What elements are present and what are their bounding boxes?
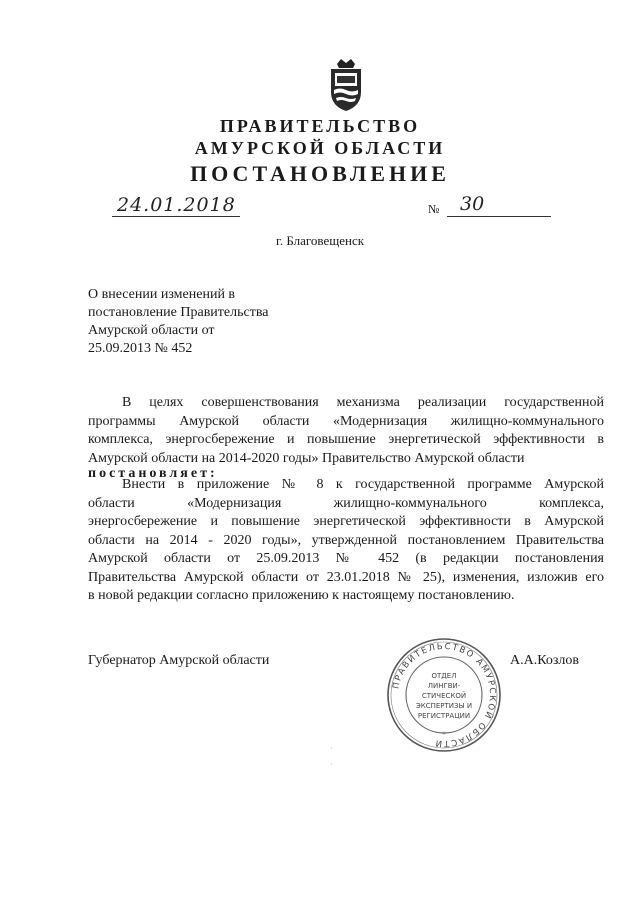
city-line: г. Благовещенск	[275, 233, 365, 248]
paragraph-line: области «Модернизация жилищно-коммунального комплекса,	[88, 495, 604, 511]
signatory-name: А.А.Козлов	[510, 653, 579, 668]
paragraph-line: программы Амурской области «Модернизация жилищно-коммунального	[88, 413, 604, 429]
date-underline	[112, 216, 240, 217]
paragraph-line: комплекса, энергосбережение и повышение энергетической эффективности в	[88, 432, 604, 447]
document-subject	[88, 286, 348, 358]
svg-text:ЛИНГВИ-: ЛИНГВИ-	[427, 682, 461, 690]
paragraph-line: Правительства Амурской области от 23.01.2018 № 25), изменения, изложив его	[88, 569, 604, 585]
document-type-title: ПОСТАНОВЛЕНИЕ	[190, 161, 450, 186]
svg-text:ЭКСПЕРТИЗЫ И: ЭКСПЕРТИЗЫ И	[415, 702, 473, 710]
subject-line: 25.09.2013 № 452	[88, 341, 193, 356]
official-seal-stamp	[385, 636, 503, 754]
paragraph-line: Амурской области на 2014-2020 годы» Правительство Амурской области	[88, 450, 525, 466]
scan-speck: ·	[330, 760, 333, 769]
svg-text:РЕГИСТРАЦИИ: РЕГИСТРАЦИИ	[417, 712, 471, 720]
document-date: 24.01.2018	[117, 194, 236, 216]
decree-word: постановляет:	[88, 466, 218, 481]
government-title-line1: ПРАВИТЕЛЬСТВО	[219, 116, 421, 136]
svg-text:*: *	[442, 730, 446, 739]
svg-text:ОТДЕЛ: ОТДЕЛ	[431, 672, 457, 680]
paragraph-line: В целях совершенствования механизма реализации государственной	[122, 395, 604, 410]
paragraph-line: области на 2014 - 2020 годы», утвержденной постановлением Правительства	[88, 532, 604, 548]
number-label: №	[428, 202, 440, 216]
svg-text:СТИЧЕСКОЙ: СТИЧЕСКОЙ	[421, 692, 467, 700]
document-number: 30	[460, 193, 485, 215]
subject-line: постановление Правительства	[88, 305, 269, 320]
svg-text:ПРАВИТЕЛЬСТВО АМУРСКОЙ ОБЛАСТИ: ПРАВИТЕЛЬСТВО АМУРСКОЙ ОБЛАСТИ	[391, 641, 498, 749]
paragraph-line: в новой редакции согласно приложению к настоящему постановлению.	[88, 588, 515, 603]
number-underline	[447, 216, 551, 217]
paragraph-line: Амурской области от 25.09.2013 № 452 (в редакции постановления	[88, 551, 604, 566]
government-title-line2: АМУРСКОЙ ОБЛАСТИ	[194, 138, 446, 158]
subject-line: Амурской области от	[88, 323, 215, 338]
signatory-title: Губернатор Амурской области	[88, 653, 270, 668]
preamble-paragraph	[88, 394, 604, 468]
decision-paragraph	[88, 476, 604, 606]
paragraph-line: Внести в приложение № 8 к государственной программе Амурской	[122, 477, 604, 492]
subject-line: О внесении изменений в	[88, 287, 236, 302]
scan-speck: ·	[330, 744, 333, 753]
paragraph-line: энергосбережение и повышение энергетической эффективности в Амурской	[88, 514, 604, 529]
coat-of-arms-emblem	[325, 56, 367, 112]
